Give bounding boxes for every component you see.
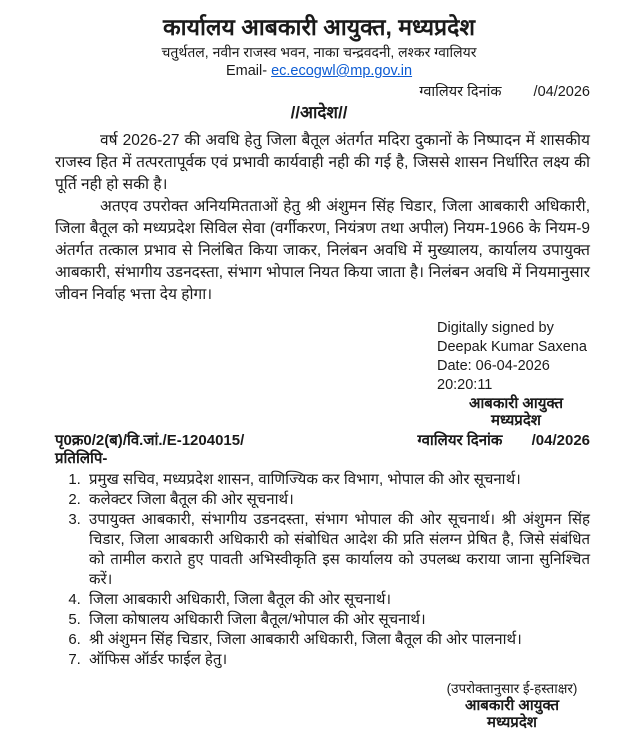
signatory-designation: आबकारी आयुक्त xyxy=(468,395,564,412)
email-label: Email- xyxy=(225,63,268,79)
header-date-value: /04/2026 xyxy=(533,84,590,100)
signatory-state: मध्यप्रदेश xyxy=(490,412,541,429)
header-place-date-line xyxy=(0,83,638,101)
email-link[interactable]: ec.ecogwl@mp.gov.in xyxy=(271,63,413,79)
email-line xyxy=(0,62,638,80)
paragraph-2: अतएव उपरोक्त अनियमितताओं हेतु श्री अंशुमन सिंह चिडार, जिला आबकारी अधिकारी, जिला बैतूल को मध्यप्रदेश सिविल सेवा (वर्गीकरण, नियंत्रण तथा अपील) नियम-1966 के नियम-9 अंतर्गत तत्काल प्रभाव से निलंबित किया जाकर, निलंबन अवधि में मुख्यालय, कार्यालय उपायुक्त आबकारी, संभागीय उडनदस्ता, संभाग भोपाल नियत किया जाता है। निलंबन अवधि में नियमानुसार जीवन निर्वाह भत्ता देय होगा। xyxy=(55,198,590,303)
paragraph-1: वर्ष 2026-27 की अवधि हेतु जिला बैतूल अंतर्गत मदिरा दुकानों के निष्पादन में शासकीय राजस्व हित में तत्परतापूर्वक एवं प्रभावी कार्यवाही नही की गई है, जिससे शासन निर्धारित लक्ष्य की पूर्ति नही हो सकी है। xyxy=(55,132,590,193)
copy-heading: प्रतिलिपि- xyxy=(55,450,108,467)
footer-state: मध्यप्रदेश xyxy=(486,714,537,731)
order-body xyxy=(55,130,590,306)
office-address: चतुर्थतल, नवीन राजस्व भवन, नाका चन्द्रवदनी, लश्कर ग्वालियर xyxy=(161,44,477,60)
digital-signature-line-3: Date: 06-04-2026 xyxy=(437,358,550,374)
reference-date-value: /04/2026 xyxy=(531,432,590,449)
reference-number: पृ0क्र0/2(ब)/वि.जां./E-1204015/ xyxy=(55,432,245,449)
copy-item-1: 1. प्रमुख सचिव, मध्यप्रदेश शासन, वाणिज्यिक कर विभाग, भोपाल की ओर सूचनार्थ। xyxy=(85,470,590,490)
copy-item-5: 5. जिला कोषालय अधिकारी जिला बैतूल/भोपाल की ओर सूचनार्थ। xyxy=(85,610,590,630)
digital-signature-line-1: Digitally signed by xyxy=(437,320,554,336)
copy-item-2: 2. कलेक्टर जिला बैतूल की ओर सूचनार्थ। xyxy=(85,490,590,510)
esign-note: (उपरोक्तानुसार ई-हस्ताक्षर) xyxy=(446,681,578,696)
digital-signature-line-2: Deepak Kumar Saxena xyxy=(437,339,587,355)
copies-list xyxy=(55,470,590,670)
reference-place-date-label: ग्वालियर दिनांक xyxy=(417,432,503,449)
copy-item-4: 4. जिला आबकारी अधिकारी, जिला बैतूल की ओर सूचनार्थ। xyxy=(85,590,590,610)
digital-signature-line-4: 20:20:11 xyxy=(437,377,493,393)
office-title: कार्यालय आबकारी आयुक्त, मध्यप्रदेश xyxy=(162,14,475,40)
digital-signature-block xyxy=(437,319,595,429)
copy-item-6: 6. श्री अंशुमन सिंह चिडार, जिला आबकारी अधिकारी, जिला बैतूल की ओर पालनार्थ। xyxy=(85,630,590,650)
footer-signature-block xyxy=(422,680,602,731)
reference-place-date xyxy=(417,431,590,450)
copy-item-7: 7. ऑफिस ऑर्डर फाईल हेतु। xyxy=(85,650,590,670)
order-heading: //आदेश// xyxy=(290,103,348,122)
copy-item-3: 3. उपायुक्त आबकारी, संभागीय उडनदस्ता, संभाग भोपाल की ओर सूचनार्थ। श्री अंशुमन सिंह चिडार, जिला आबकारी अधिकारी को संबोधित आदेश की प्रति संलग्न प्रेषित है, जिसे संबंधित को तामील कराते हुए पावती अभिस्वीकृति इस कार्यालय को उपलब्ध कराया जाना सुनिश्चित करें। xyxy=(85,510,590,590)
reference-row xyxy=(55,431,590,450)
place-date-label: ग्वालियर दिनांक xyxy=(419,84,502,100)
footer-designation: आबकारी आयुक्त xyxy=(464,697,560,714)
